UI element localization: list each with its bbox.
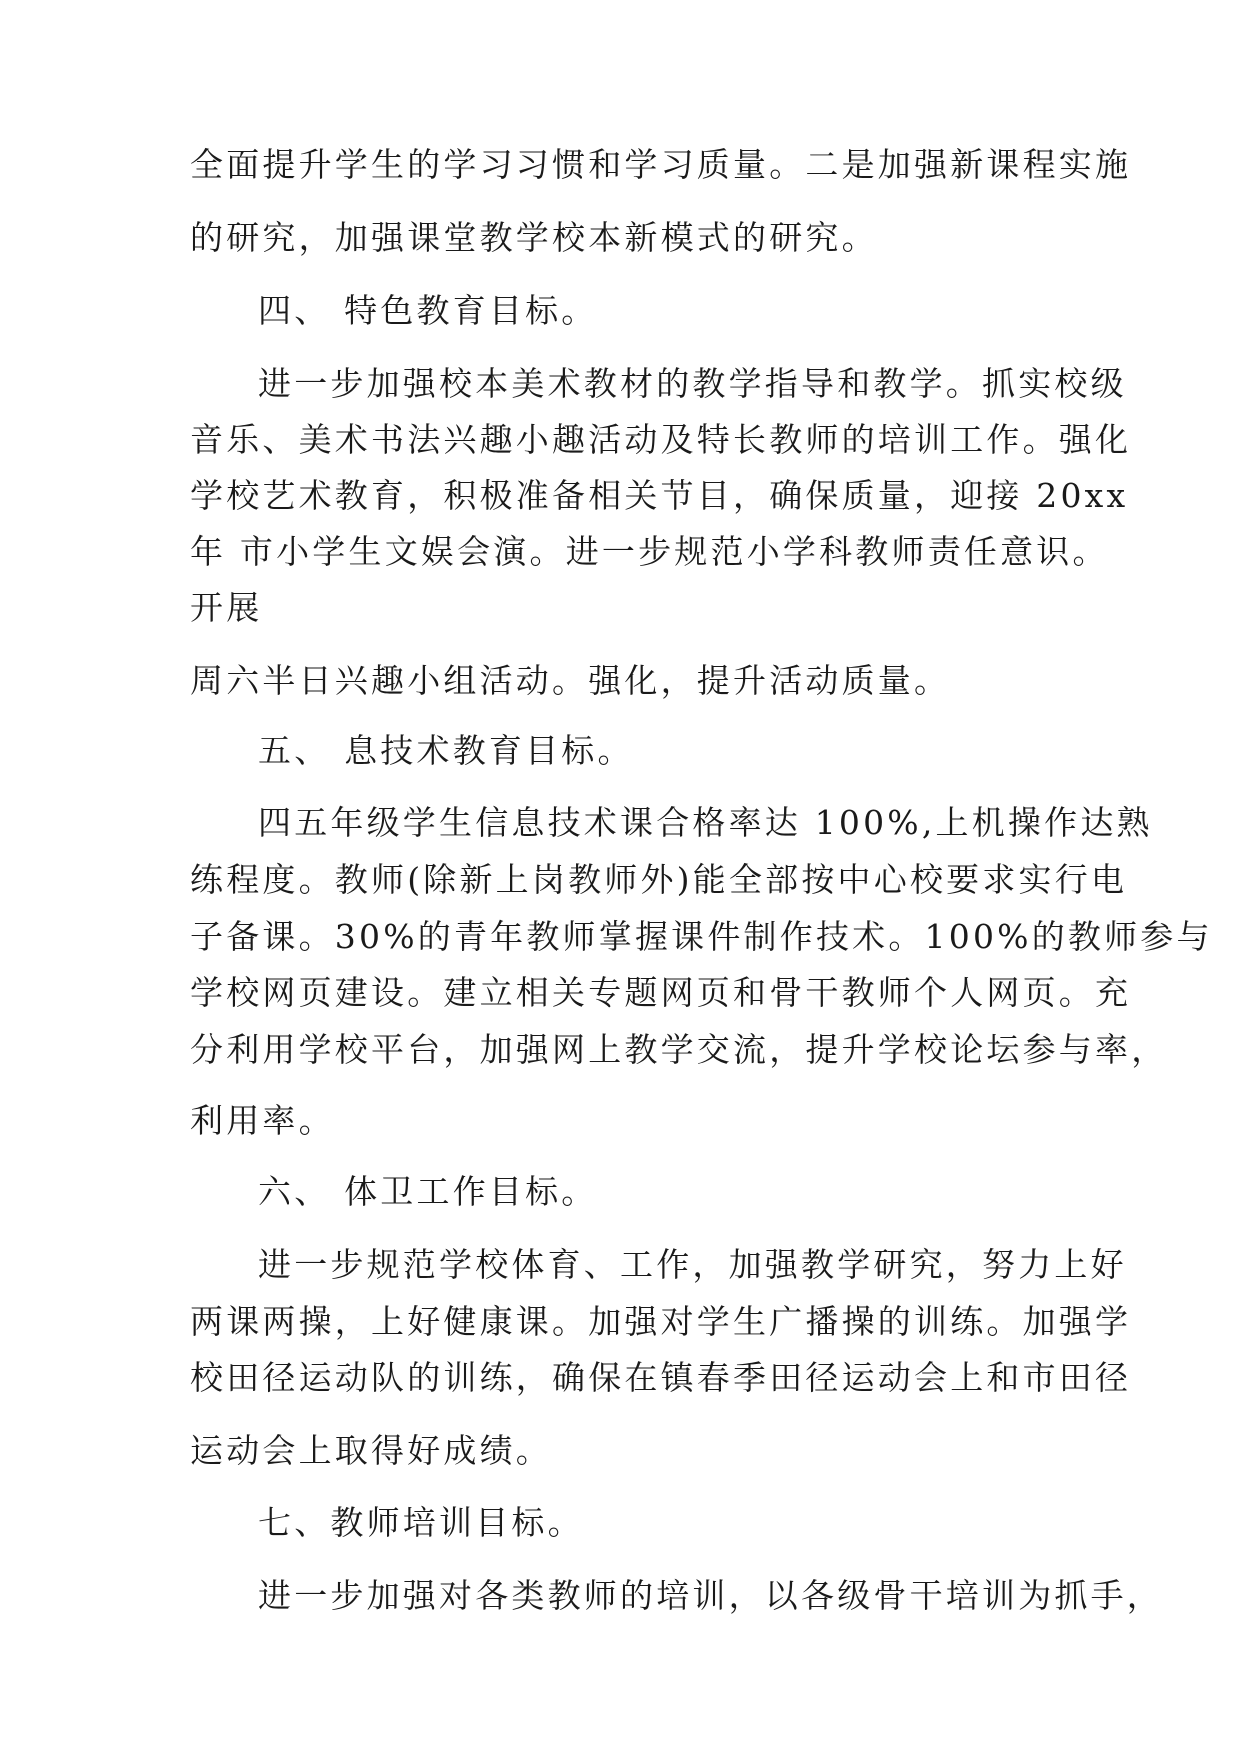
paragraph-line: 四五年级学生信息技术课合格率达 100%,上机操作达熟 xyxy=(258,803,1153,842)
paragraph-line: 年 市小学生文娱会演。进一步规范小学科教师责任意识。 xyxy=(190,532,1109,571)
paragraph-line: 分利用学校平台，加强网上教学交流，提升学校论坛参与率， xyxy=(190,1030,1168,1069)
paragraph-line: 校田径运动队的训练，确保在镇春季田径运动会上和市田径 xyxy=(190,1358,1132,1397)
section-heading: 五、 息技术教育目标。 xyxy=(258,731,634,770)
section-heading: 六、 体卫工作目标。 xyxy=(258,1172,598,1211)
paragraph-line: 进一步加强校本美术教材的教学指导和教学。抓实校级 xyxy=(258,364,1127,403)
paragraph-line: 周六半日兴趣小组活动。强化，提升活动质量。 xyxy=(190,661,951,700)
paragraph-line: 音乐、美术书法兴趣小趣活动及特长教师的培训工作。强化 xyxy=(190,420,1132,459)
paragraph-line: 进一步规范学校体育、工作，加强教学研究，努力上好 xyxy=(258,1245,1127,1284)
paragraph-line: 两课两操，上好健康课。加强对学生广播操的训练。加强学 xyxy=(190,1302,1132,1341)
paragraph-line: 利用率。 xyxy=(190,1101,335,1140)
paragraph-line: 进一步加强对各类教师的培训，以各级骨干培训为抓手， xyxy=(258,1576,1163,1615)
paragraph-line: 的研究，加强课堂教学校本新模式的研究。 xyxy=(190,218,878,257)
paragraph-line: 学校网页建设。建立相关专题网页和骨干教师个人网页。充 xyxy=(190,973,1132,1012)
paragraph-line: 开展 xyxy=(190,588,263,627)
paragraph-line: 学校艺术教育，积极准备相关节目，确保质量，迎接 20xx xyxy=(190,476,1129,515)
paragraph-line: 全面提升学生的学习习惯和学习质量。二是加强新课程实施 xyxy=(190,145,1132,184)
paragraph-line: 运动会上取得好成绩。 xyxy=(190,1431,552,1470)
section-heading: 七、教师培训目标。 xyxy=(258,1503,584,1542)
paragraph-line: 子备课。30%的青年教师掌握课件制作技术。100%的教师参与 xyxy=(190,917,1213,956)
paragraph-line: 练程度。教师(除新上岗教师外)能全部按中心校要求实行电 xyxy=(190,860,1128,899)
section-heading: 四、 特色教育目标。 xyxy=(258,291,598,330)
